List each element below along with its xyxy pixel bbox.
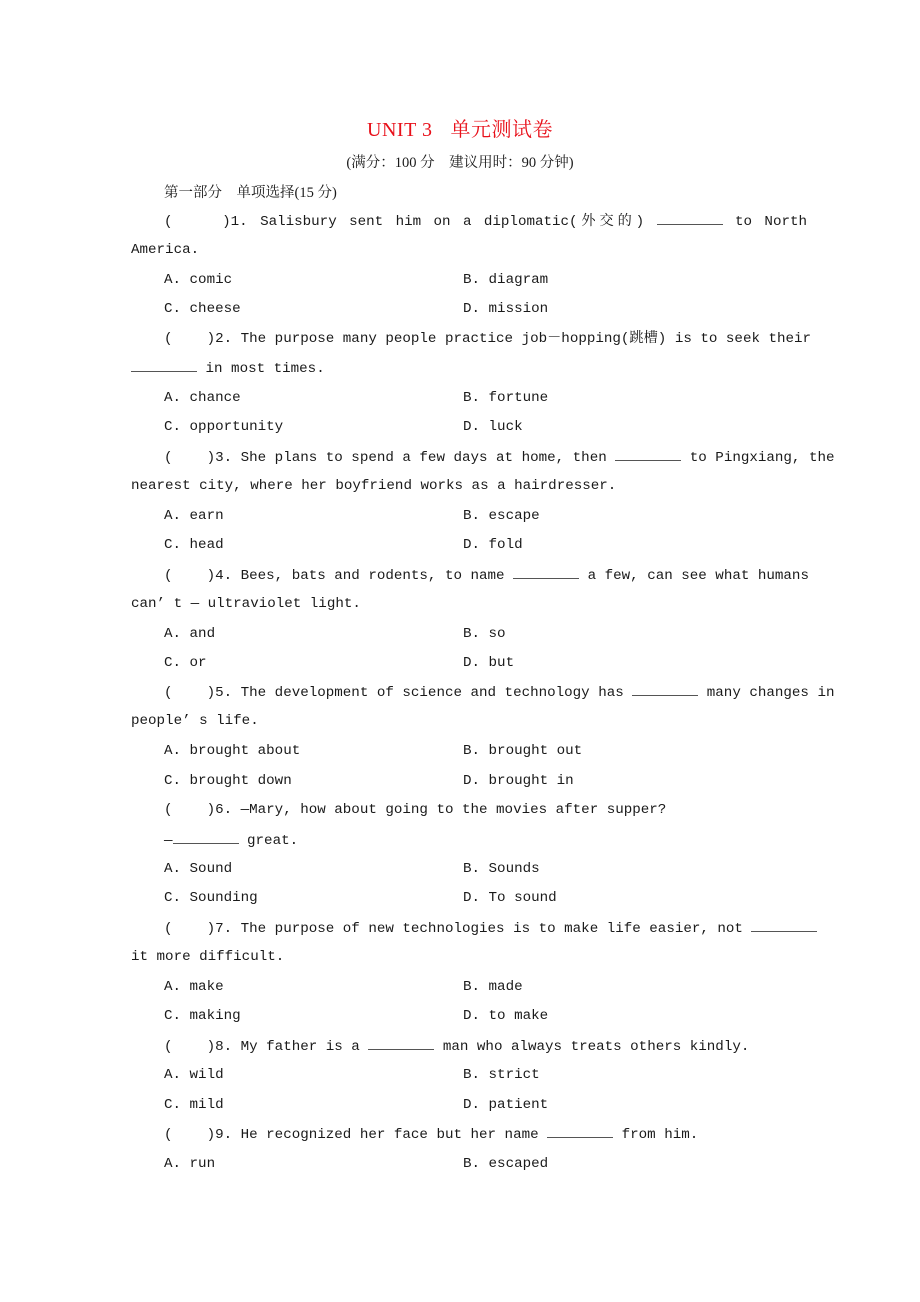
score-time-info: (满分：100 分 建议用时：90 分钟) [346, 155, 574, 171]
q1-text-a: ( )1. Salisbury sent him on a diplomatic(外交的) [164, 214, 657, 230]
q8-text-b: man who always treats others kindly. [434, 1039, 750, 1055]
q7-option-a: A. make [164, 979, 224, 995]
q2-text-b: in most times. [197, 361, 325, 377]
q3-text-a: ( )3. She plans to spend a few days at home, then [164, 450, 616, 466]
q2-option-a: A. chance [164, 390, 241, 406]
q3-option-c: C. head [164, 537, 224, 553]
q5-option-b: B. brought out [463, 743, 583, 759]
q4-option-d: D. but [463, 655, 515, 671]
q5-text-b: many changes in [698, 685, 835, 701]
q8-option-a: A. wild [164, 1067, 224, 1083]
answer-blank [751, 919, 817, 932]
q9-text-b: from him. [613, 1127, 699, 1143]
q3-text-b: to Pingxiang, the [681, 450, 835, 466]
q6-text-b: great. [238, 833, 299, 849]
title-unit: UNIT 3 [367, 119, 433, 141]
q8-text-a: ( )8. My father is a [164, 1039, 369, 1055]
q3-option-a: A. earn [164, 508, 224, 524]
q5-text-a: ( )5. The development of science and technology has [164, 685, 633, 701]
answer-blank [131, 359, 197, 372]
q5-option-c: C. brought down [164, 773, 292, 789]
answer-blank [513, 566, 579, 579]
question-7-stem [164, 919, 807, 938]
question-3-stem [164, 448, 835, 467]
q1-option-d: D. mission [463, 301, 549, 317]
question-4-stem [164, 566, 807, 585]
q4-option-b: B. so [463, 626, 506, 642]
q4-text-b: a few, can see what humans [579, 568, 809, 584]
question-7-continuation: it more difficult. [131, 949, 285, 965]
q9-option-a: A. run [164, 1156, 216, 1172]
question-2-continuation [131, 359, 325, 378]
q6-option-d: D. To sound [463, 890, 557, 906]
question-2-stem: ( )2. The purpose many people practice job－hopping(跳槽) is to seek their [164, 331, 812, 347]
q3-option-b: B. escape [463, 508, 540, 524]
answer-blank [368, 1037, 434, 1050]
q6-option-c: C. Sounding [164, 890, 258, 906]
q1-option-c: C. cheese [164, 301, 241, 317]
q4-text-a: ( )4. Bees, bats and rodents, to name [164, 568, 514, 584]
q8-option-c: C. mild [164, 1097, 224, 1113]
q6-dash: — [164, 833, 173, 849]
q4-option-c: C. or [164, 655, 207, 671]
q1-option-a: A. comic [164, 272, 233, 288]
q5-option-a: A. brought about [164, 743, 301, 759]
q2-option-d: D. luck [463, 419, 523, 435]
q8-option-d: D. patient [463, 1097, 549, 1113]
question-5-continuation: people’ s life. [131, 713, 259, 729]
q7-option-c: C. making [164, 1008, 241, 1024]
answer-blank [173, 831, 239, 844]
q3-option-d: D. fold [463, 537, 523, 553]
question-1-continuation: America. [131, 242, 200, 258]
question-1-stem [164, 212, 807, 231]
answer-blank [615, 448, 681, 461]
q6-option-a: A. Sound [164, 861, 233, 877]
title-cn: 单元测试卷 [450, 119, 553, 141]
q2-option-c: C. opportunity [164, 419, 284, 435]
q4-option-a: A. and [164, 626, 216, 642]
section-heading: 第一部分 单项选择(15 分) [164, 185, 337, 201]
page-title [0, 113, 920, 142]
question-6-stem: ( )6. —Mary, how about going to the movies after supper? [164, 802, 667, 818]
q7-option-b: B. made [463, 979, 523, 995]
q7-text-a: ( )7. The purpose of new technologies is to make life easier, not [164, 921, 752, 937]
answer-blank [632, 683, 698, 696]
q8-option-b: B. strict [463, 1067, 540, 1083]
q5-option-d: D. brought in [463, 773, 574, 789]
question-6-reply [164, 831, 298, 850]
q9-text-a: ( )9. He recognized her face but her name [164, 1127, 548, 1143]
question-9-stem [164, 1125, 807, 1144]
q1-option-b: B. diagram [463, 272, 549, 288]
q2-option-b: B. fortune [463, 390, 549, 406]
answer-blank [657, 212, 723, 225]
question-4-continuation: can’ t — ultraviolet light. [131, 596, 361, 612]
question-8-stem [164, 1037, 807, 1056]
q6-option-b: B. Sounds [463, 861, 540, 877]
question-5-stem [164, 683, 835, 702]
q1-text-b: to North [722, 214, 808, 230]
question-3-continuation: nearest city, where her boyfriend works as a hairdresser. [131, 478, 617, 494]
answer-blank [547, 1125, 613, 1138]
q9-option-b: B. escaped [463, 1156, 549, 1172]
q7-option-d: D. to make [463, 1008, 549, 1024]
